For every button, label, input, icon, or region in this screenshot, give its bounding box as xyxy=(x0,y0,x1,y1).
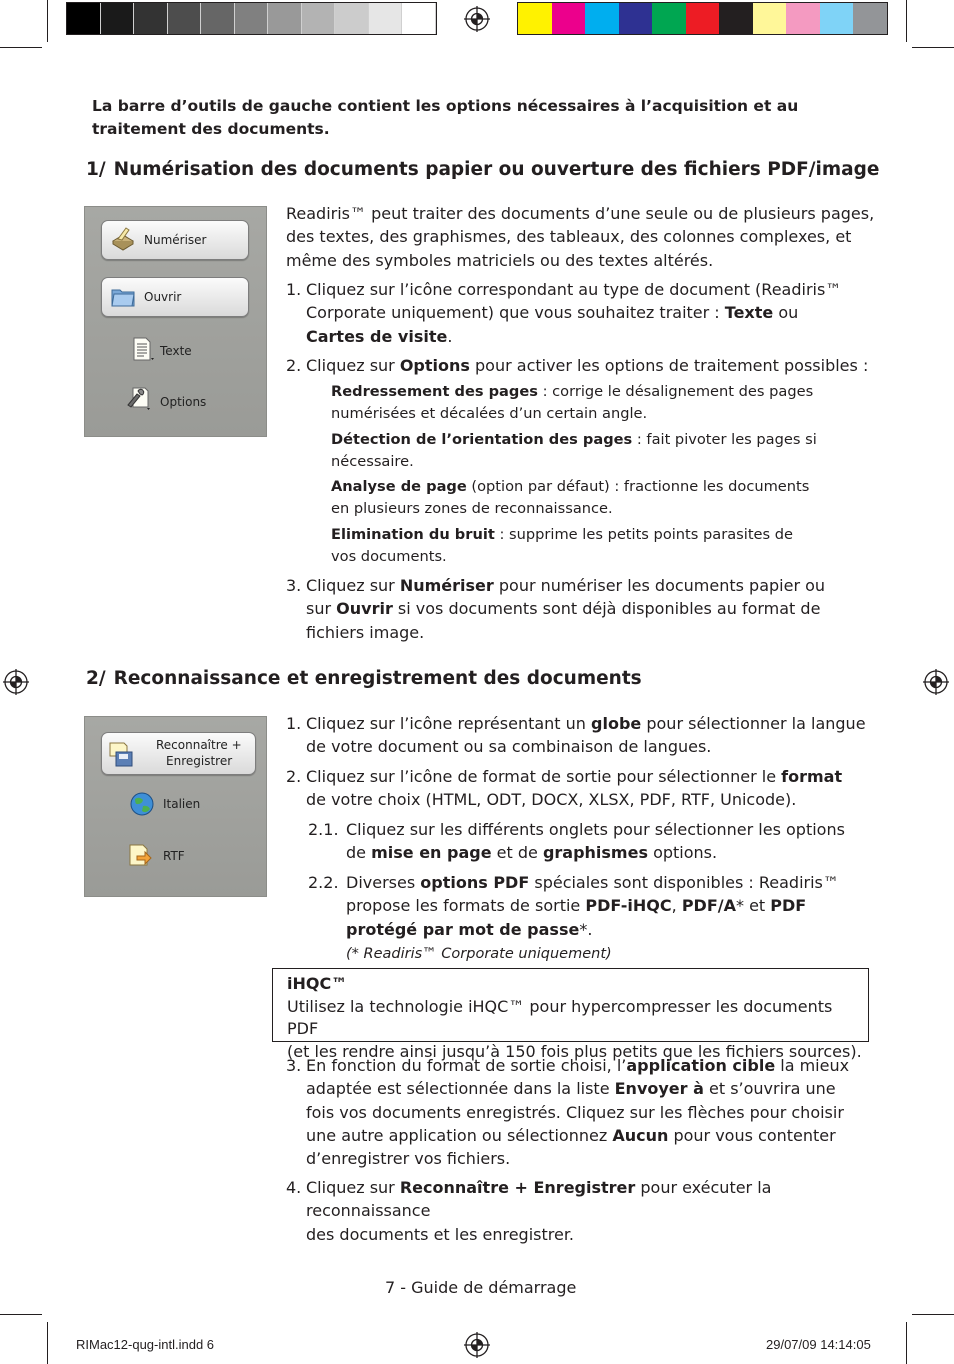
list-item-body xyxy=(306,574,866,644)
text-run: pour vous contenter xyxy=(668,1125,836,1145)
text-run: , xyxy=(671,896,682,916)
text-run: d’enregistrer vos fichiers. xyxy=(306,1149,511,1169)
bold-text: Cartes de visite xyxy=(306,326,448,346)
bold-text: PDF-iHQC xyxy=(585,896,672,916)
grey-swatch xyxy=(302,3,336,34)
acquisition-toolbar-screenshot xyxy=(84,206,267,437)
text-run: et s’ouvrira une xyxy=(703,1079,836,1099)
info-box-title: iHQC™ xyxy=(287,974,348,993)
text-run: Cliquez sur l’icône représentant un xyxy=(306,714,592,733)
section-1-paragraph: Readiris™ peut traiter des documents d’une seule ou de plusieurs pages, des textes, des graphismes, des tableaux, des colonnes complexes, et même des symboles matriciels ou des textes altérés. xyxy=(286,204,875,270)
slug-datetime: 29/07/09 14:14:05 xyxy=(766,1337,871,1352)
text-run: si vos documents sont déjà disponibles au format de xyxy=(392,599,821,619)
info-box-text: Utilisez la technologie iHQC™ pour hypercompresser les documents PDF xyxy=(287,996,833,1038)
grey-swatch xyxy=(101,3,135,34)
text-run: des documents et les enregistrer. xyxy=(306,1224,575,1244)
option-description xyxy=(331,381,851,424)
greyscale-color-bar xyxy=(66,2,437,35)
list-item xyxy=(286,1176,876,1244)
bold-text: Texte xyxy=(724,303,774,323)
color-swatch xyxy=(786,3,820,34)
format-item-label: RTF xyxy=(163,849,185,863)
crop-mark xyxy=(906,0,907,42)
text-run: de xyxy=(346,843,372,863)
bold-text: Envoyer à xyxy=(614,1079,704,1099)
list-item xyxy=(286,354,876,378)
list-item xyxy=(286,712,876,760)
color-swatch xyxy=(820,3,854,34)
text-run: pour numériser les documents papier ou xyxy=(493,576,826,595)
list-number: 4. xyxy=(286,1178,302,1197)
grey-swatch xyxy=(402,3,436,34)
text-run: pour sélectionner la langue xyxy=(641,714,866,733)
crop-mark xyxy=(0,47,42,48)
crop-mark xyxy=(47,1322,48,1364)
color-swatch xyxy=(853,3,887,34)
color-swatch xyxy=(719,3,753,34)
text-run: fois vos documents enregistrés. Cliquez sur les flèches pour choisir xyxy=(306,1102,844,1122)
save-disk-icon xyxy=(108,741,134,767)
bold-text: mise en page xyxy=(371,843,492,863)
text-run: ou xyxy=(773,303,799,323)
text-run: fichiers image. xyxy=(306,622,425,642)
section-title: Numérisation des documents papier ou ouverture des fichiers PDF/image xyxy=(113,159,880,180)
option-description xyxy=(331,476,851,519)
list-item-body xyxy=(306,278,856,348)
list-number: 2.1. xyxy=(308,820,339,839)
text-run: Cliquez sur xyxy=(306,1178,400,1197)
grey-swatch xyxy=(268,3,302,34)
color-swatch xyxy=(518,3,552,34)
grey-swatch xyxy=(235,3,269,34)
registration-mark-icon xyxy=(923,669,949,695)
color-swatch xyxy=(753,3,787,34)
color-swatch xyxy=(585,3,619,34)
info-box-text: (et les rendre ainsi jusqu’à 150 fois plus petits que les fichiers sources). xyxy=(287,1041,862,1061)
text-run: : corrige le désalignement des pages xyxy=(537,383,814,400)
section-1-heading xyxy=(86,159,879,180)
text-run: : supprime les petits points parasites de xyxy=(494,526,794,543)
list-item xyxy=(286,278,876,348)
text-item-label: Texte xyxy=(160,344,192,358)
bold-text: Aucun xyxy=(612,1125,669,1145)
section-2-heading xyxy=(86,668,642,689)
list-item-body xyxy=(306,354,876,377)
option-term: Elimination du bruit xyxy=(331,526,495,543)
list-item xyxy=(286,765,876,813)
crop-mark xyxy=(0,1314,42,1315)
text-run: numérisées et décalées d’un certain angle. xyxy=(331,404,648,422)
registration-mark-icon xyxy=(3,669,29,695)
list-number: 3. xyxy=(286,576,302,595)
list-number: 2. xyxy=(286,767,302,786)
bold-text: PDF xyxy=(770,896,807,916)
globe-icon[interactable] xyxy=(129,791,155,817)
recognize-label-1: Reconnaître + xyxy=(156,738,242,752)
bold-text: application cible xyxy=(626,1056,776,1075)
list-item-body xyxy=(306,712,876,759)
document-text-icon[interactable] xyxy=(129,336,155,362)
intro-paragraph: La barre d’outils de gauche contient les options nécessaires à l’acquisition et au traitement des documents. xyxy=(92,97,799,138)
text-run: nécessaire. xyxy=(331,452,414,470)
sub-list-item xyxy=(308,818,868,866)
recognition-toolbar-screenshot xyxy=(84,716,267,897)
text-run: pour exécuter la reconnaissance xyxy=(306,1178,772,1221)
bold-text: PDF/A xyxy=(681,896,736,916)
text-run: vos documents. xyxy=(331,547,447,565)
color-swatch xyxy=(552,3,586,34)
section-number: 2/ xyxy=(86,668,106,689)
option-description xyxy=(331,429,851,472)
text-run: Cliquez sur l’icône correspondant au type de document (Readiris™ Corporate uniquement) que vous souhaitez traiter : xyxy=(306,280,842,323)
text-run: *. xyxy=(579,919,593,939)
text-run: et de xyxy=(491,843,543,863)
ihqc-info-box xyxy=(272,968,869,1061)
scanner-icon xyxy=(110,225,136,251)
text-run: en plusieurs zones de reconnaissance. xyxy=(331,499,613,517)
text-run: Cliquez sur l’icône de format de sortie pour sélectionner le xyxy=(306,767,782,786)
bold-text: format xyxy=(781,767,843,786)
bold-text: globe xyxy=(591,714,642,733)
bold-text: Numériser xyxy=(399,576,494,595)
crop-mark xyxy=(906,1322,907,1364)
list-item xyxy=(286,574,876,646)
bold-text: protégé par mot de passe xyxy=(346,919,580,939)
list-item-body xyxy=(306,1176,876,1246)
text-run: propose les formats de sortie xyxy=(346,896,586,916)
list-number: 3. xyxy=(286,1056,302,1075)
sub-list-item xyxy=(308,871,868,963)
grey-swatch xyxy=(168,3,202,34)
text-run: : fait pivoter les pages si xyxy=(632,431,817,448)
recognize-save-button[interactable] xyxy=(101,732,256,775)
text-run: . xyxy=(447,326,453,346)
options-item-label: Options xyxy=(160,395,207,409)
text-run: En fonction du format de sortie choisi, l’ xyxy=(306,1056,627,1075)
grey-swatch xyxy=(134,3,168,34)
text-run: Cliquez sur les différents onglets pour sélectionner les options xyxy=(346,820,845,839)
text-run: options. xyxy=(647,843,718,863)
text-run: une autre application ou sélectionnez xyxy=(306,1125,613,1145)
list-number: 1. xyxy=(286,714,302,733)
recognize-label-2: Enregistrer xyxy=(166,754,233,768)
text-run: la mieux xyxy=(775,1056,850,1075)
grey-swatch xyxy=(335,3,369,34)
option-term: Analyse de page xyxy=(331,478,467,495)
grey-swatch xyxy=(67,3,101,34)
text-run: pour activer les options de traitement possibles : xyxy=(469,356,869,375)
language-item-label: Italien xyxy=(163,797,201,811)
scan-button[interactable] xyxy=(101,220,249,260)
slug-filename: RIMac12-qug-intl.indd 6 xyxy=(76,1337,215,1352)
crop-mark xyxy=(912,47,954,48)
grey-swatch xyxy=(201,3,235,34)
bold-text: graphismes xyxy=(542,843,648,863)
color-swatch xyxy=(686,3,720,34)
color-swatch xyxy=(619,3,653,34)
list-item-body xyxy=(346,818,866,865)
option-term: Redressement des pages xyxy=(331,383,538,400)
text-run: Cliquez sur xyxy=(306,356,400,375)
bold-text: Ouvrir xyxy=(336,599,393,619)
registration-mark-icon xyxy=(464,1332,490,1358)
registration-mark-icon xyxy=(464,6,490,32)
bold-text: Options xyxy=(399,356,470,375)
crop-mark xyxy=(47,0,48,42)
option-description xyxy=(331,524,851,567)
text-run: sur xyxy=(306,599,337,619)
options-icon[interactable] xyxy=(125,385,151,411)
text-run: spéciales sont disponibles : Readiris™ xyxy=(529,873,839,892)
bold-text: options PDF xyxy=(420,873,530,892)
bold-text: Reconnaître + Enregistrer xyxy=(399,1178,636,1197)
crop-mark xyxy=(912,1314,954,1315)
list-number: 1. xyxy=(286,280,302,299)
output-format-icon[interactable] xyxy=(127,842,153,868)
list-item xyxy=(286,1054,876,1172)
text-run: Diverses xyxy=(346,873,421,892)
color-swatch xyxy=(652,3,686,34)
section-number: 1/ xyxy=(86,159,106,180)
text-run: (option par défaut) : fractionne les documents xyxy=(466,478,810,495)
list-item-body xyxy=(306,765,876,812)
text-run: de votre choix (HTML, ODT, DOCX, XLSX, PDF, RTF, Unicode). xyxy=(306,790,797,810)
footnote-note: (* Readiris™ Corporate uniquement) xyxy=(346,945,612,962)
list-number: 2.2. xyxy=(308,873,339,892)
page-footer: 7 - Guide de démarrage xyxy=(385,1278,577,1297)
text-run: adaptée est sélectionnée dans la liste xyxy=(306,1079,615,1099)
open-button[interactable] xyxy=(101,277,249,317)
list-item-body xyxy=(346,871,866,966)
open-button-label: Ouvrir xyxy=(144,290,182,304)
list-item-body xyxy=(306,1054,876,1170)
process-color-bar xyxy=(517,2,888,35)
text-run: Cliquez sur xyxy=(306,576,400,595)
folder-icon xyxy=(110,284,136,310)
text-run: * et xyxy=(736,896,771,916)
grey-swatch xyxy=(369,3,403,34)
list-number: 2. xyxy=(286,356,302,375)
section-title: Reconnaissance et enregistrement des documents xyxy=(113,668,642,689)
scan-button-label: Numériser xyxy=(144,233,207,247)
option-term: Détection de l’orientation des pages xyxy=(331,431,633,448)
text-run: de votre document ou sa combinaison de langues. xyxy=(306,737,712,757)
